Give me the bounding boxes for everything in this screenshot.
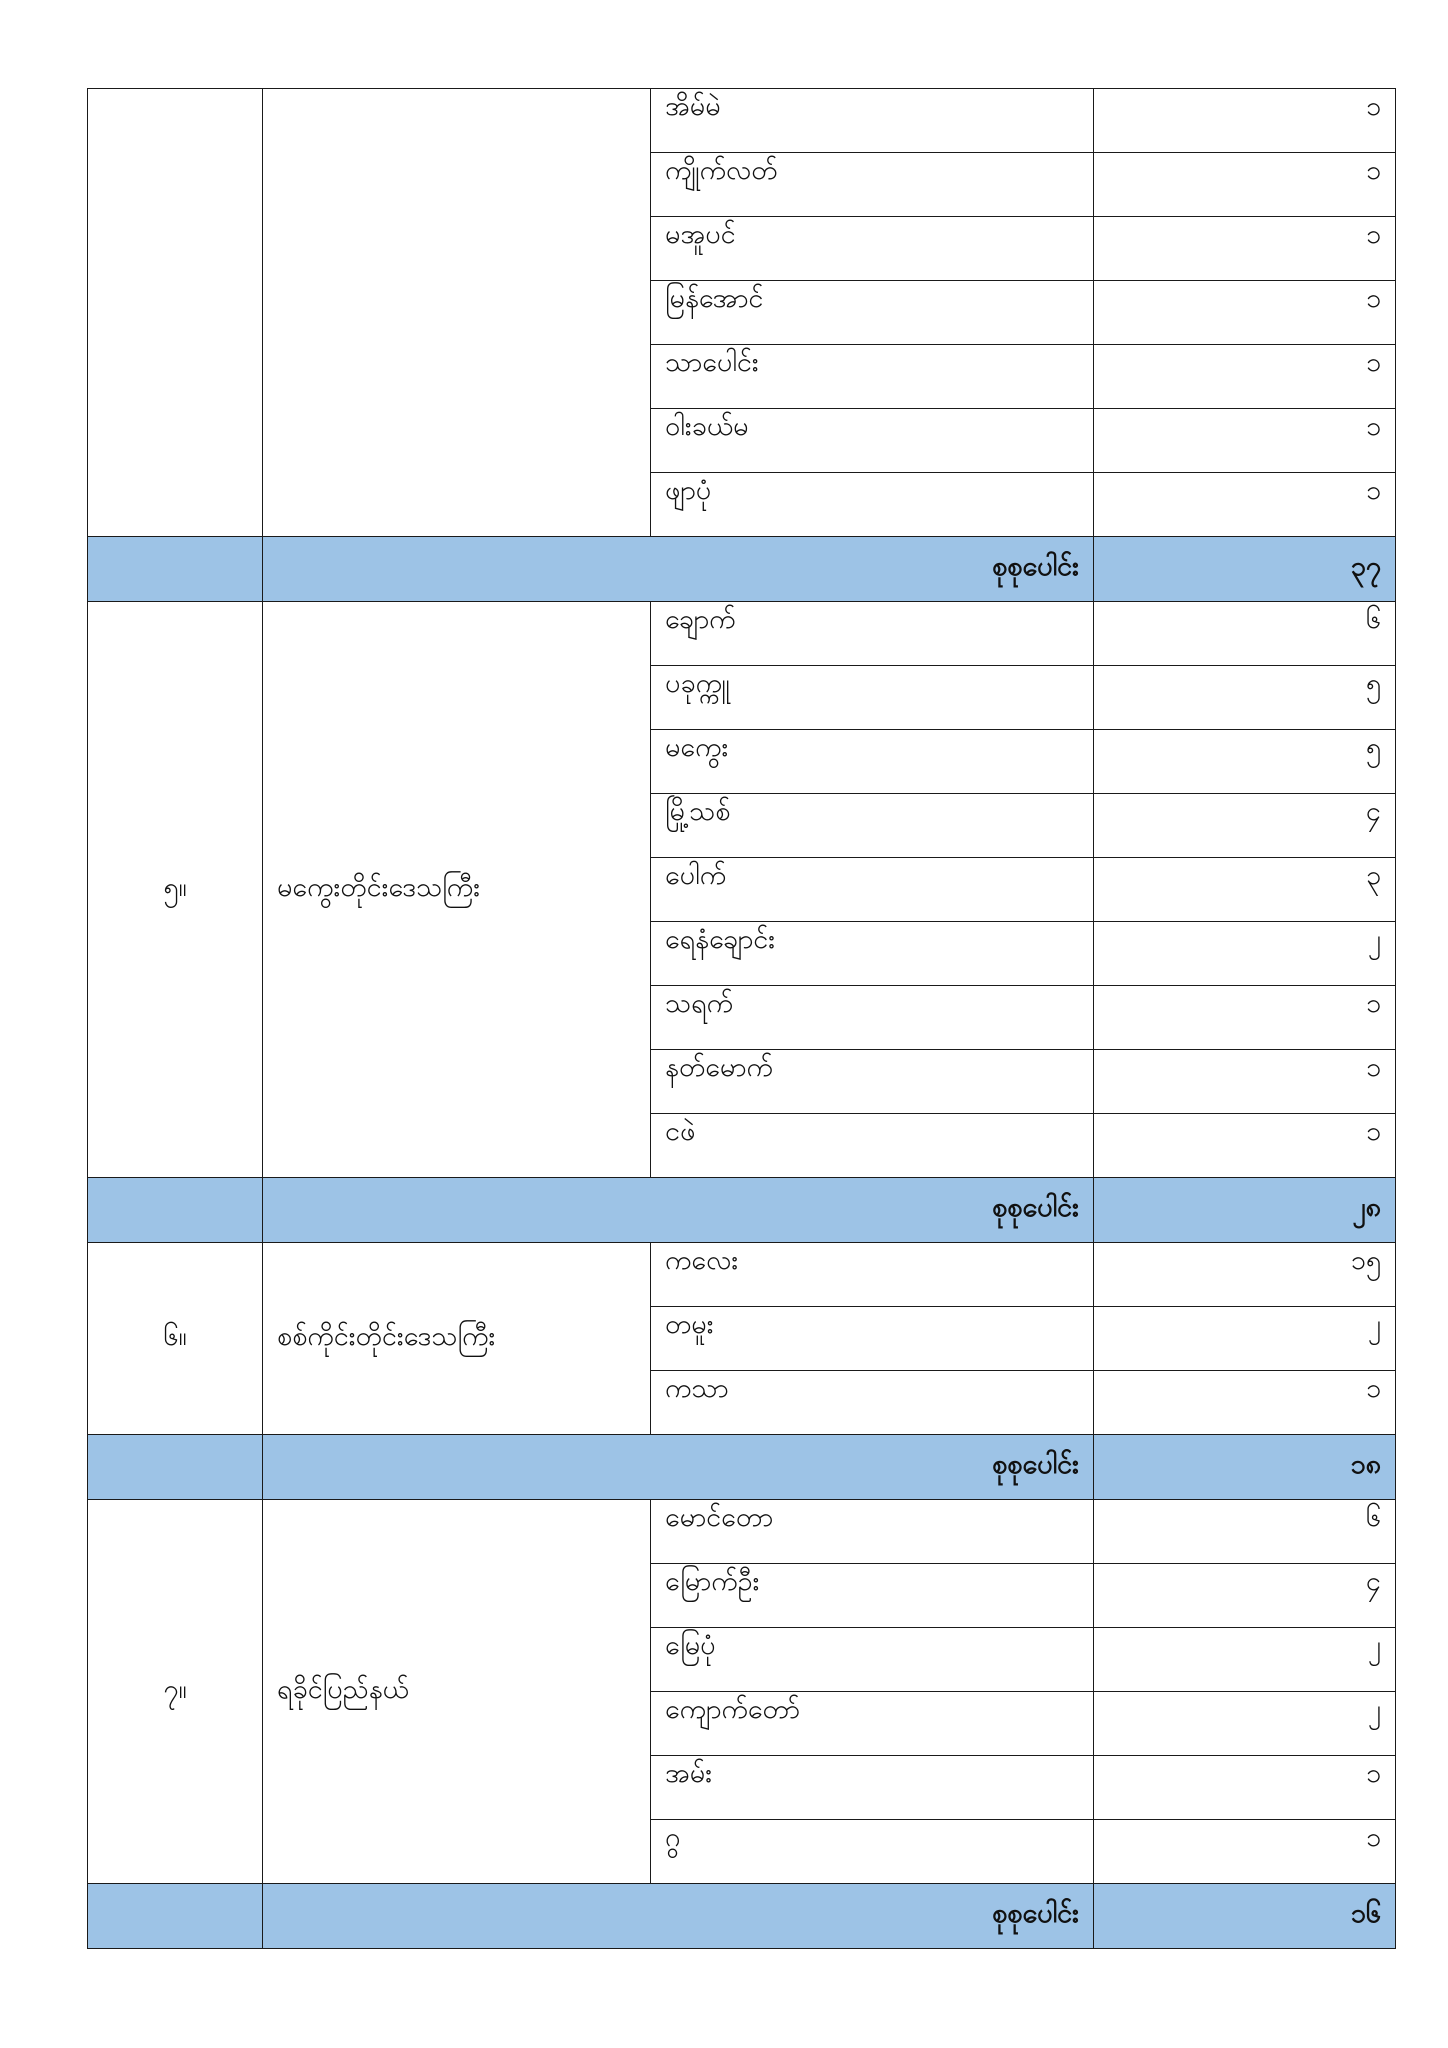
township-count: ၁ (1094, 409, 1396, 473)
total-row (88, 1178, 1396, 1243)
township-name: အိမ်မဲ (651, 89, 1094, 153)
township-count: ၆ (1094, 602, 1396, 666)
table-row (88, 1243, 1396, 1307)
table-row (88, 89, 1396, 153)
total-value: ၂၈ (1094, 1178, 1396, 1243)
township-count: ၂ (1094, 1628, 1396, 1692)
township-count: ၁ (1094, 153, 1396, 217)
township-count: ၁ (1094, 345, 1396, 409)
township-name: ဖျာပုံ (651, 473, 1094, 537)
township-name: မြို့သစ် (651, 794, 1094, 858)
township-count: ၂ (1094, 1307, 1396, 1371)
total-value: ၃၇ (1094, 537, 1396, 602)
total-blank-cell (88, 1435, 263, 1500)
total-row (88, 537, 1396, 602)
table-row (88, 1500, 1396, 1564)
total-row (88, 1884, 1396, 1949)
township-name: ပေါက် (651, 858, 1094, 922)
township-count: ၁ (1094, 1820, 1396, 1884)
region-name: ရခိုင်ပြည်နယ် (263, 1500, 651, 1884)
township-count: ၁ (1094, 281, 1396, 345)
township-name: ဂွ (651, 1820, 1094, 1884)
township-name: ငဖဲ (651, 1114, 1094, 1178)
township-count: ၂ (1094, 922, 1396, 986)
township-count: ၁၅ (1094, 1243, 1396, 1307)
township-count: ၅ (1094, 666, 1396, 730)
table-body (88, 89, 1396, 1949)
township-count: ၁ (1094, 217, 1396, 281)
township-count: ၄ (1094, 1564, 1396, 1628)
township-name: မောင်တော (651, 1500, 1094, 1564)
township-name: မအူပင် (651, 217, 1094, 281)
township-count: ၁ (1094, 1050, 1396, 1114)
township-name: ချောက် (651, 602, 1094, 666)
total-label: စုစုပေါင်း (263, 1884, 1094, 1949)
township-count: ၁ (1094, 1371, 1396, 1435)
region-number: ၆။ (88, 1243, 263, 1435)
township-name: ဝါးခယ်မ (651, 409, 1094, 473)
township-count: ၄ (1094, 794, 1396, 858)
township-name: သာပေါင်း (651, 345, 1094, 409)
table-row (88, 602, 1396, 666)
total-value: ၁၆ (1094, 1884, 1396, 1949)
total-row (88, 1435, 1396, 1500)
township-name: မကွေး (651, 730, 1094, 794)
township-count: ၁ (1094, 986, 1396, 1050)
region-number: ၅။ (88, 602, 263, 1178)
township-name: သရက် (651, 986, 1094, 1050)
total-label: စုစုပေါင်း (263, 537, 1094, 602)
total-label: စုစုပေါင်း (263, 1435, 1094, 1500)
township-count: ၂ (1094, 1692, 1396, 1756)
township-name: မြန်အောင် (651, 281, 1094, 345)
township-name: မြေပုံ (651, 1628, 1094, 1692)
total-blank-cell (88, 1178, 263, 1243)
total-label: စုစုပေါင်း (263, 1178, 1094, 1243)
township-name: နတ်မောက် (651, 1050, 1094, 1114)
township-name: တမူး (651, 1307, 1094, 1371)
township-count-table (87, 88, 1396, 1949)
total-blank-cell (88, 1884, 263, 1949)
region-number (88, 89, 263, 537)
township-name: အမ်း (651, 1756, 1094, 1820)
township-count: ၁ (1094, 473, 1396, 537)
township-count: ၅ (1094, 730, 1396, 794)
township-count: ၁ (1094, 1114, 1396, 1178)
total-blank-cell (88, 537, 263, 602)
township-count: ၃ (1094, 858, 1396, 922)
region-name: မကွေးတိုင်းဒေသကြီး (263, 602, 651, 1178)
region-number: ၇။ (88, 1500, 263, 1884)
township-name: ကသာ (651, 1371, 1094, 1435)
township-name: ရေနံချောင်း (651, 922, 1094, 986)
region-name: စစ်ကိုင်းတိုင်းဒေသကြီး (263, 1243, 651, 1435)
township-name: ပခုက္ကူ (651, 666, 1094, 730)
township-count: ၆ (1094, 1500, 1396, 1564)
township-name: ကျိုက်လတ် (651, 153, 1094, 217)
township-name: ကလေး (651, 1243, 1094, 1307)
township-count: ၁ (1094, 89, 1396, 153)
township-name: ကျောက်တော် (651, 1692, 1094, 1756)
total-value: ၁၈ (1094, 1435, 1396, 1500)
township-count: ၁ (1094, 1756, 1396, 1820)
township-name: မြောက်ဦး (651, 1564, 1094, 1628)
region-name (263, 89, 651, 537)
